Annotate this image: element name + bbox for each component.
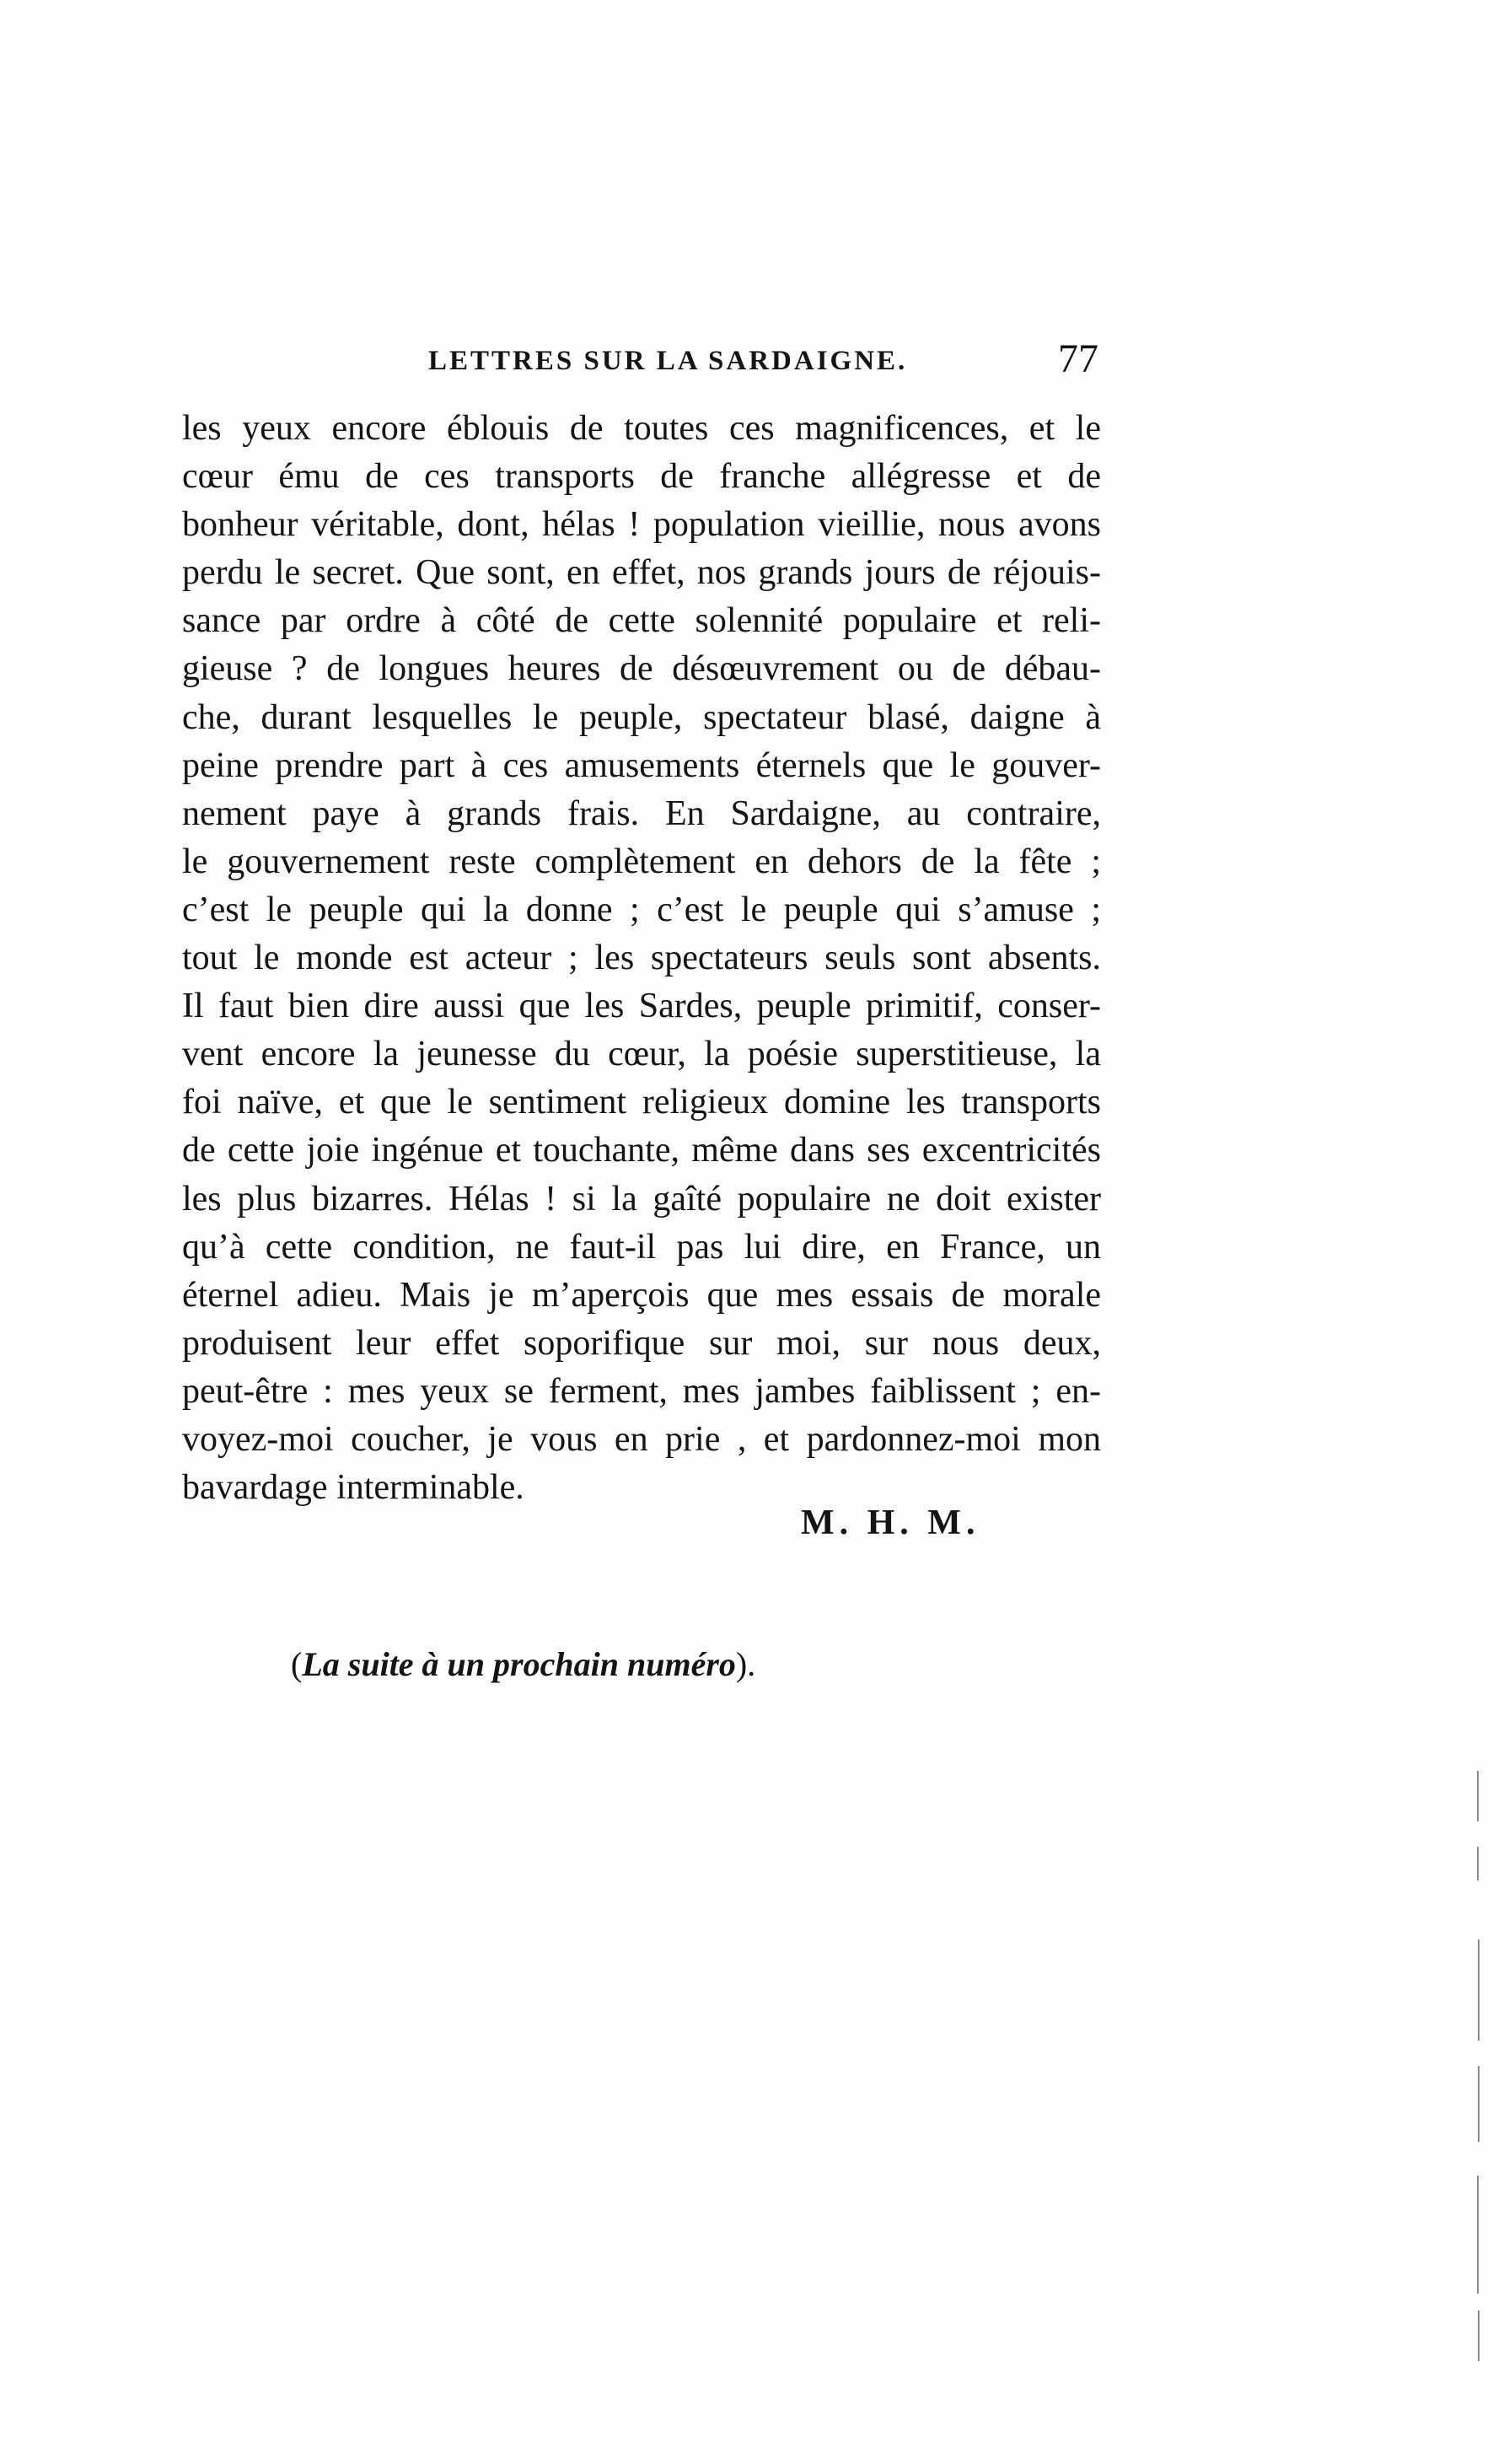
text-line: tout le monde est acteur ; les spectateurs seuls sont absents. [182, 939, 1101, 978]
continuation-text: La suite à un prochain numéro [302, 1645, 736, 1683]
text-line: perdu le secret. Que sont, en effet, nos grands jours de réjouis- [182, 553, 1101, 593]
text-line: foi naïve, et que le sentiment religieux domine les transports [182, 1083, 1101, 1122]
text-line: produisent leur effet soporifique sur moi, sur nous deux, [182, 1323, 1101, 1363]
text-line: bonheur véritable, dont, hélas ! population vieillie, nous avons [182, 505, 1101, 545]
text-line: les yeux encore éblouis de toutes ces magnificences, et le [182, 409, 1101, 448]
text-line: Il faut bien dire aussi que les Sardes, peuple primitif, conser- [182, 987, 1101, 1026]
scan-edge-mark [1477, 2176, 1479, 2294]
text-line: cœur ému de ces transports de franche allégresse et de [182, 457, 1101, 497]
text-line: nement paye à grands frais. En Sardaigne, au contraire, [182, 794, 1101, 833]
text-line: che, durant lesquelles le peuple, spectateur blasé, daigne à [182, 697, 1101, 737]
continuation-open-paren: ( [291, 1645, 303, 1683]
text-line: vent encore la jeunesse du cœur, la poésie superstitieuse, la [182, 1035, 1101, 1074]
continuation-close-paren: ). [735, 1645, 756, 1683]
scan-edge-mark [1477, 1847, 1479, 1880]
text-line: les plus bizarres. Hélas ! si la gaîté populaire ne doit exister [182, 1179, 1101, 1219]
page-number: 77 [1058, 336, 1098, 381]
scan-edge-mark [1478, 2066, 1480, 2142]
text-line: c’est le peuple qui la donne ; c’est le peuple qui s’amuse ; [182, 890, 1101, 929]
text-line: qu’à cette condition, ne faut-il pas lui dire, en France, un [182, 1227, 1101, 1267]
text-line: peine prendre part à ces amusements éternels que le gouver- [182, 745, 1101, 785]
scan-edge-mark [1477, 1771, 1479, 1821]
text-line: de cette joie ingénue et touchante, même dans ses excentricités [182, 1131, 1101, 1170]
text-line: gieuse ? de longues heures de désœuvrement ou de débau- [182, 649, 1101, 689]
continuation-note [291, 1644, 755, 1684]
scan-edge-mark [1478, 1939, 1480, 2041]
text-line: bavardage interminable. [182, 1468, 524, 1508]
scan-edge-mark [1478, 2311, 1480, 2361]
author-signature: M. H. M. [801, 1504, 980, 1542]
text-line: voyez-moi coucher, je vous en prie , et pardonnez-moi mon [182, 1419, 1101, 1459]
text-line: sance par ordre à côté de cette solennité populaire et reli- [182, 601, 1101, 641]
text-line: peut-être : mes yeux se ferment, mes jambes faiblissent ; en- [182, 1371, 1101, 1411]
body-text [182, 405, 1101, 1512]
text-line: le gouvernement reste complètement en dehors de la fête ; [182, 842, 1101, 881]
text-line: éternel adieu. Mais je m’aperçois que mes essais de morale [182, 1275, 1101, 1315]
running-head: LETTRES SUR LA SARDAIGNE. [428, 346, 908, 376]
